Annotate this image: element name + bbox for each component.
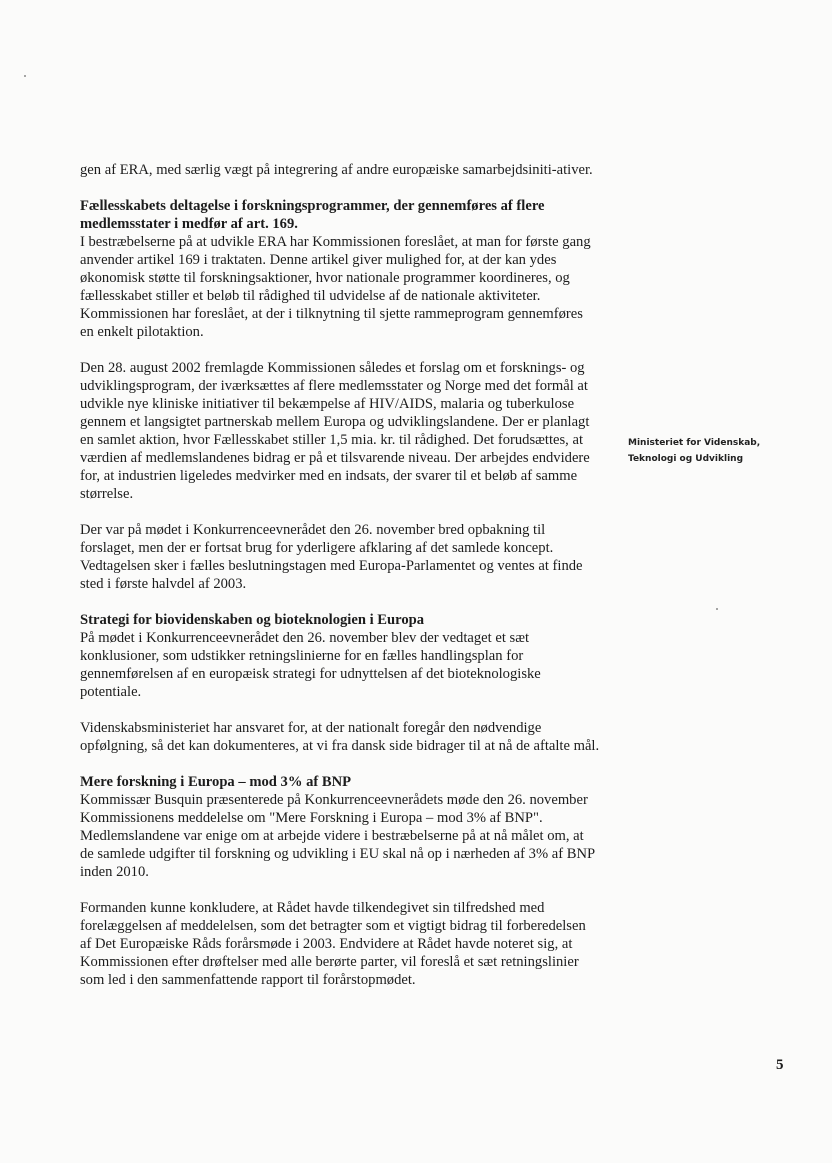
body-text [80, 161, 600, 1007]
paragraph: Den 28. august 2002 fremlagde Kommissionen således et forslag om et forsknings- og udviklingsprogram, der iværksættes af flere medlemsstater og Norge med det formål at udvikle nye kliniske initiativer til bekæmpelse af HIV/AIDS, malaria og tuberkulose gennem et langsigtet partnerskab mellem Europa og udviklingslandene. Der er planlagt en samlet aktion, hvor Fællesskabet stiller 1,5 mia. kr. til rådighed. Det forudsættes, at værdien af medlemslandenes bidrag er på et tilsvarende niveau. Der arbejdes endvidere for, at industrien ligeledes medvirker med en indsats, der svarer til et beløb af samme størrelse. [80, 360, 590, 502]
section-heading: Mere forskning i Europa – mod 3% af BNP [80, 774, 352, 790]
section-heading: Strategi for biovidenskaben og bioteknologien i Europa [80, 612, 425, 628]
paragraph: Kommissær Busquin præsenterede på Konkurrenceevnerådets møde den 26. november Kommissionens meddelelse om "Mere Forskning i Europa – mod 3% af BNP". Medlemslandene var enige om at arbejde videre i bestræbelserne på at nå målet om, at de samlede udgifter til forskning og udvikling i EU skal nå op i nærheden af 3% af BNP inden 2010. [80, 792, 595, 880]
paragraph: I bestræbelserne på at udvikle ERA har Kommissionen foreslået, at man for første gang anvender artikel 169 i traktaten. Denne artikel giver mulighed for, at der kan ydes økonomisk støtte til forskningsaktioner, hvor nationale programmer koordineres, og fællesskabet stiller et beløb til rådighed til udvidelse af de nationale aktiviteter. Kommissionen har foreslået, at der i tilknytning til sjette rammeprogram gennemføres en enkelt pilotaktion. [80, 234, 591, 340]
ministry-name-line1: Ministeriet for Videnskab, [628, 438, 761, 448]
scan-speck [716, 608, 718, 610]
paragraph: gen af ERA, med særlig vægt på integrering af andre europæiske samarbejdsiniti-ativer. [80, 162, 593, 178]
scan-speck [24, 75, 26, 77]
paragraph: Videnskabsministeriet har ansvaret for, at der nationalt foregår den nødvendige opfølgning, så det kan dokumenteres, at vi fra dansk side bidrager til at nå de aftalte mål. [80, 720, 600, 754]
paragraph: På mødet i Konkurrenceevnerådet den 26. november blev der vedtaget et sæt konklusioner, som udstikker retningslinierne for en fælles handlingsplan for gennemførelsen af en europæisk strategi for udnyttelsen af det bioteknologiske potentiale. [80, 630, 541, 700]
ministry-name-line2: Teknologi og Udvikling [628, 454, 744, 464]
paragraph: Formanden kunne konkludere, at Rådet havde tilkendegivet sin tilfredshed med forelæggelsen af meddelelsen, som det betragter som et vigtigt bidrag til forberedelsen af Det Europæiske Råds forårsmøde i 2003. Endvidere at Rådet havde noteret sig, at Kommissionen efter drøftelser med alle berørte parter, vil foreslå et sæt retningslinier som led i den sammenfattende rapport til forårstopmødet. [80, 900, 586, 988]
page-number: 5 [776, 1057, 784, 1073]
section-heading: Fællesskabets deltagelse i forskningsprogrammer, der gennemføres af flere medlemsstater i medfør af art. 169. [80, 198, 545, 232]
paragraph: Der var på mødet i Konkurrenceevnerådet den 26. november bred opbakning til forslaget, men der er fortsat brug for yderligere afklaring af det samlede koncept. Vedtagelsen sker i fælles beslutningstagen med Europa-Parlamentet og ventes at finde sted i første halvdel af 2003. [80, 522, 583, 592]
ministry-sidebar-note [628, 435, 788, 467]
